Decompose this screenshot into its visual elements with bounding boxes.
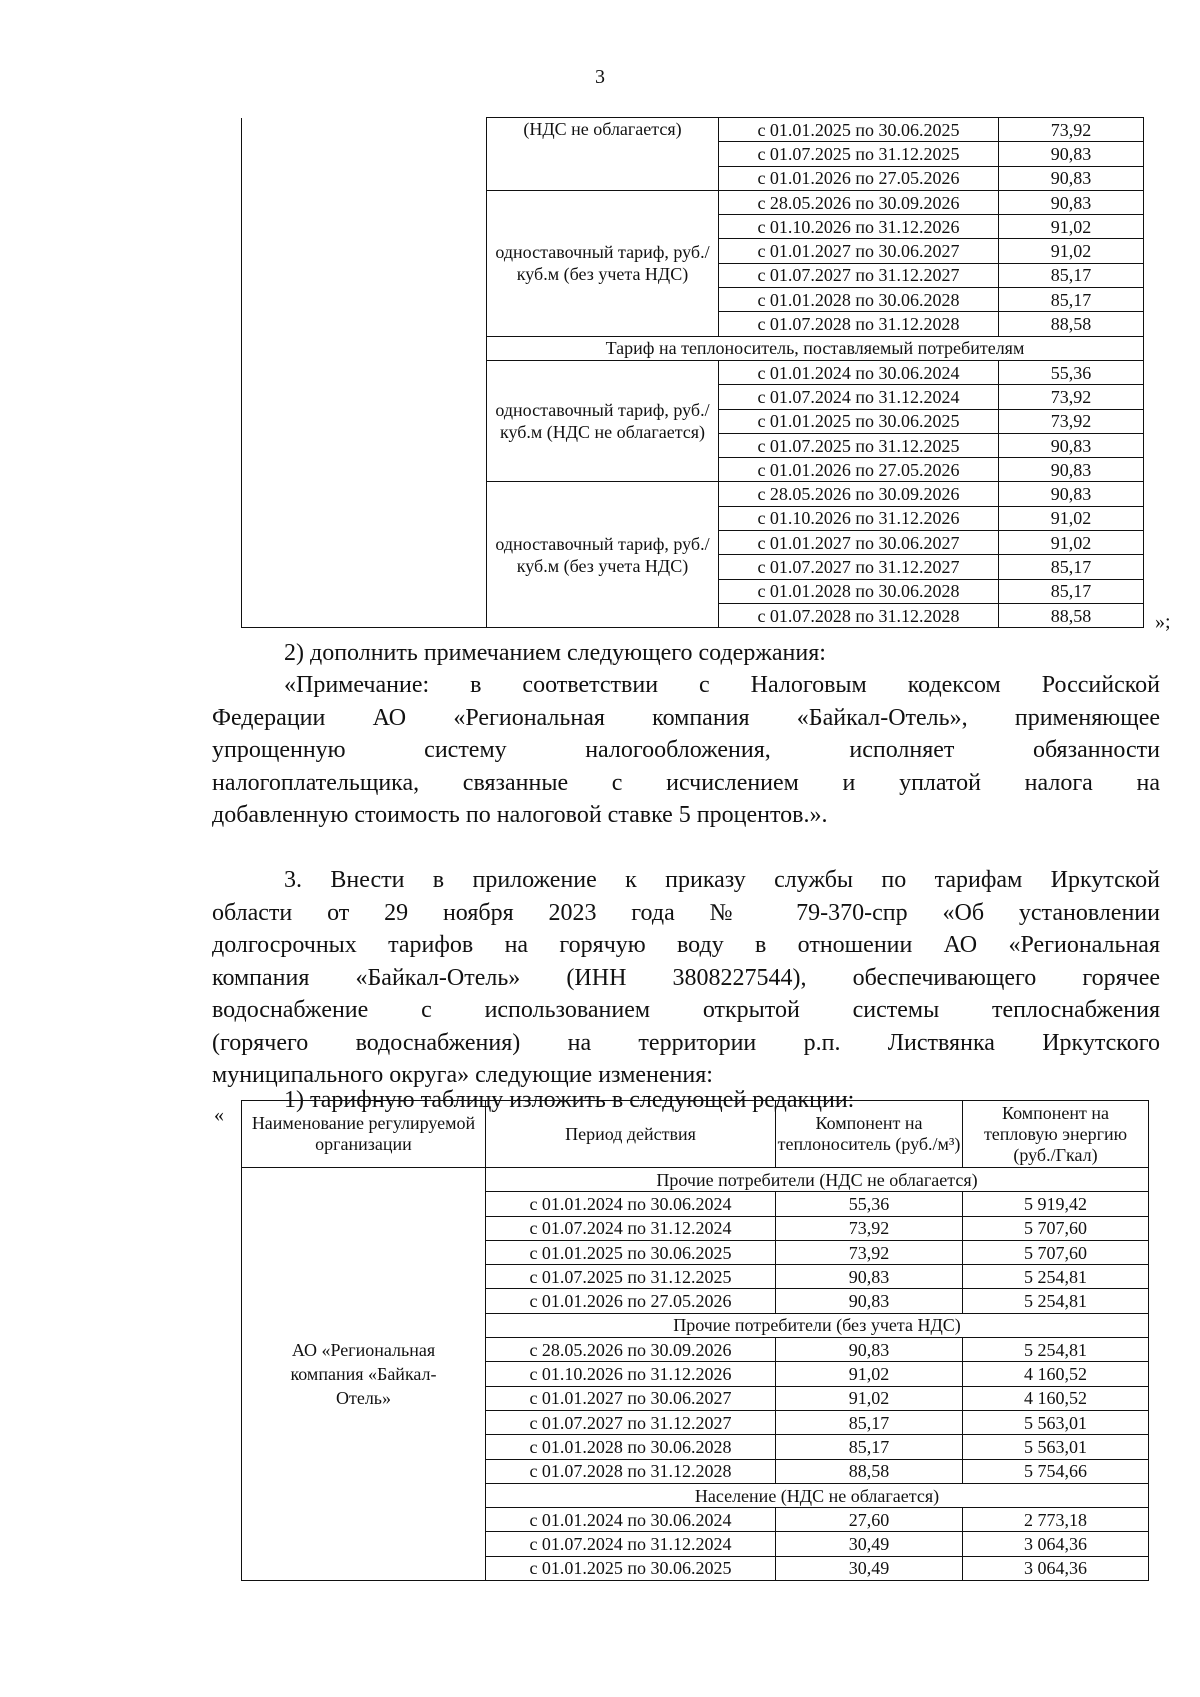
- energy-value-cell: 2 773,18: [963, 1508, 1149, 1532]
- energy-value-cell: 5 707,60: [963, 1240, 1149, 1264]
- value-cell: 85,17: [999, 555, 1144, 579]
- paragraph-add-note: 2) дополнить примечанием следующего содержания:: [284, 640, 826, 666]
- value-cell: 90,83: [999, 166, 1144, 190]
- text-line: муниципального округа» следующие изменения:: [212, 1062, 713, 1088]
- tariff-type-cell: (НДС не облагается): [487, 118, 719, 191]
- energy-value-cell: 5 919,42: [963, 1192, 1149, 1216]
- paragraph-table-edit: 1) тарифную таблицу изложить в следующей редакции:: [284, 1087, 855, 1113]
- period-cell: с 01.07.2027 по 31.12.2027: [486, 1410, 776, 1434]
- period-cell: с 01.10.2026 по 31.12.2026: [719, 506, 999, 530]
- period-cell: с 01.07.2024 по 31.12.2024: [486, 1216, 776, 1240]
- period-cell: с 01.01.2024 по 30.06.2024: [719, 360, 999, 384]
- period-cell: с 01.01.2028 по 30.06.2028: [486, 1435, 776, 1459]
- period-cell: с 01.01.2025 по 30.06.2025: [486, 1240, 776, 1264]
- text-line: Федерации АО «Региональная компания «Байкал-Отель», применяющее: [212, 704, 1160, 731]
- period-cell: с 01.07.2025 по 31.12.2025: [719, 142, 999, 166]
- carrier-value-cell: 27,60: [776, 1508, 963, 1532]
- table-row: [242, 118, 1144, 142]
- energy-value-cell: 3 064,36: [963, 1532, 1149, 1556]
- period-cell: с 01.01.2025 по 30.06.2025: [719, 409, 999, 433]
- period-cell: с 28.05.2026 по 30.09.2026: [719, 482, 999, 506]
- paragraph-note: [212, 669, 1160, 832]
- tariff-table: [241, 1100, 1149, 1581]
- value-cell: 55,36: [999, 360, 1144, 384]
- section-title: Прочие потребители (без учета НДС): [486, 1313, 1149, 1337]
- table-header-row: [242, 1101, 1149, 1168]
- period-cell: с 01.07.2025 по 31.12.2025: [719, 433, 999, 457]
- carrier-value-cell: 90,83: [776, 1265, 963, 1289]
- energy-value-cell: 5 563,01: [963, 1410, 1149, 1434]
- energy-value-cell: 4 160,52: [963, 1362, 1149, 1386]
- period-cell: с 01.01.2024 по 30.06.2024: [486, 1508, 776, 1532]
- carrier-value-cell: 85,17: [776, 1410, 963, 1434]
- period-cell: с 01.01.2027 по 30.06.2027: [486, 1386, 776, 1410]
- text-line: 3. Внести в приложение к приказу службы по тарифам Иркутской: [284, 867, 1160, 893]
- text-line: упрощенную систему налогообложения, исполняет обязанности: [212, 737, 1160, 763]
- energy-value-cell: 5 754,66: [963, 1459, 1149, 1483]
- period-cell: с 01.10.2026 по 31.12.2026: [486, 1362, 776, 1386]
- period-cell: с 28.05.2026 по 30.09.2026: [486, 1338, 776, 1362]
- period-cell: с 01.01.2028 по 30.06.2028: [719, 288, 999, 312]
- energy-value-cell: 5 254,81: [963, 1265, 1149, 1289]
- energy-value-cell: 5 563,01: [963, 1435, 1149, 1459]
- period-cell: с 01.01.2027 по 30.06.2027: [719, 239, 999, 263]
- tariff-type-cell: одноставочный тариф, руб./куб.м (НДС не облагается): [487, 360, 719, 481]
- carrier-value-cell: 90,83: [776, 1338, 963, 1362]
- period-cell: с 01.07.2028 по 31.12.2028: [486, 1459, 776, 1483]
- period-cell: с 01.01.2026 по 27.05.2026: [719, 166, 999, 190]
- text-line: долгосрочных тарифов на горячую воду в отношении АО «Региональная: [212, 932, 1160, 958]
- carrier-value-cell: 90,83: [776, 1289, 963, 1313]
- value-cell: 73,92: [999, 385, 1144, 409]
- period-cell: с 01.07.2028 по 31.12.2028: [719, 312, 999, 336]
- energy-value-cell: 5 254,81: [963, 1338, 1149, 1362]
- carrier-value-cell: 55,36: [776, 1192, 963, 1216]
- text-line: области от 29 ноября 2023 года № 79-370-спр «Об установлении: [212, 899, 1160, 926]
- section-title: Население (НДС не облагается): [486, 1483, 1149, 1507]
- closing-quote-mark: »;: [1155, 611, 1171, 633]
- value-cell: 85,17: [999, 263, 1144, 287]
- period-cell: с 01.01.2024 по 30.06.2024: [486, 1192, 776, 1216]
- period-cell: с 01.01.2025 по 30.06.2025: [486, 1556, 776, 1580]
- period-cell: с 01.07.2028 по 31.12.2028: [719, 603, 999, 627]
- period-cell: с 01.01.2028 по 30.06.2028: [719, 579, 999, 603]
- period-cell: с 01.07.2025 по 31.12.2025: [486, 1265, 776, 1289]
- value-cell: 90,83: [999, 433, 1144, 457]
- text-line: компания «Байкал-Отель» (ИНН 3808227544), обеспечивающего горячее: [212, 964, 1160, 991]
- section-title: Прочие потребители (НДС не облагается): [486, 1168, 1149, 1192]
- tariff-type-cell: одноставочный тариф, руб./куб.м (без учета НДС): [487, 482, 719, 628]
- carrier-value-cell: 30,49: [776, 1532, 963, 1556]
- period-cell: с 01.01.2025 по 30.06.2025: [719, 118, 999, 142]
- value-cell: 73,92: [999, 409, 1144, 433]
- carrier-value-cell: 73,92: [776, 1216, 963, 1240]
- energy-value-cell: 5 707,60: [963, 1216, 1149, 1240]
- value-cell: 85,17: [999, 288, 1144, 312]
- text-line: «Примечание: в соответствии с Налоговым кодексом Российской: [284, 672, 1160, 698]
- value-cell: 90,83: [999, 190, 1144, 214]
- energy-value-cell: 3 064,36: [963, 1556, 1149, 1580]
- tariff-type-cell: одноставочный тариф, руб./куб.м (без учета НДС): [487, 190, 719, 336]
- value-cell: 90,83: [999, 458, 1144, 482]
- period-cell: с 01.01.2026 по 27.05.2026: [486, 1289, 776, 1313]
- period-cell: с 01.07.2024 по 31.12.2024: [719, 385, 999, 409]
- section-title: Тариф на теплоноситель, поставляемый потребителям: [487, 336, 1144, 360]
- carrier-value-cell: 73,92: [776, 1240, 963, 1264]
- period-cell: с 01.01.2026 по 27.05.2026: [719, 458, 999, 482]
- value-cell: 91,02: [999, 215, 1144, 239]
- carrier-value-cell: 88,58: [776, 1459, 963, 1483]
- text-line: добавленную стоимость по налоговой ставке 5 процентов.».: [212, 802, 828, 828]
- tariff-table-continuation: [241, 117, 1144, 628]
- organization-name-cell: АО «Региональная компания «Байкал-Отель»: [242, 1168, 486, 1581]
- header-period: Период действия: [486, 1101, 776, 1168]
- header-carrier-component: Компонент на теплоноситель (руб./м³): [776, 1101, 963, 1168]
- period-cell: с 01.01.2027 по 30.06.2027: [719, 531, 999, 555]
- period-cell: с 01.07.2027 по 31.12.2027: [719, 555, 999, 579]
- value-cell: 91,02: [999, 506, 1144, 530]
- carrier-value-cell: 91,02: [776, 1362, 963, 1386]
- value-cell: 91,02: [999, 531, 1144, 555]
- value-cell: 85,17: [999, 579, 1144, 603]
- period-cell: с 01.07.2024 по 31.12.2024: [486, 1532, 776, 1556]
- value-cell: 91,02: [999, 239, 1144, 263]
- header-energy-component: Компонент на тепловую энергию (руб./Гкал): [963, 1101, 1149, 1168]
- text-line: (горячего водоснабжения) на территории р.п. Листвянка Иркутского: [212, 1029, 1160, 1056]
- value-cell: 90,83: [999, 142, 1144, 166]
- value-cell: 88,58: [999, 603, 1144, 627]
- value-cell: 73,92: [999, 118, 1144, 142]
- opening-quote-mark: «: [214, 1104, 224, 1126]
- organization-cell: [242, 118, 487, 628]
- text-line: налогоплательщика, связанные с исчислением и уплатой налога на: [212, 769, 1160, 796]
- carrier-value-cell: 85,17: [776, 1435, 963, 1459]
- carrier-value-cell: 30,49: [776, 1556, 963, 1580]
- carrier-value-cell: 91,02: [776, 1386, 963, 1410]
- paragraph-amend-order: [212, 864, 1160, 1092]
- energy-value-cell: 4 160,52: [963, 1386, 1149, 1410]
- energy-value-cell: 5 254,81: [963, 1289, 1149, 1313]
- section-title-row: [242, 1168, 1149, 1192]
- period-cell: с 01.07.2027 по 31.12.2027: [719, 263, 999, 287]
- value-cell: 90,83: [999, 482, 1144, 506]
- period-cell: с 01.10.2026 по 31.12.2026: [719, 215, 999, 239]
- value-cell: 88,58: [999, 312, 1144, 336]
- page-number: 3: [595, 66, 605, 88]
- period-cell: с 28.05.2026 по 30.09.2026: [719, 190, 999, 214]
- text-line: водоснабжение с использованием открытой системы теплоснабжения: [212, 997, 1160, 1023]
- header-organization: Наименование регулируемой организации: [242, 1101, 486, 1168]
